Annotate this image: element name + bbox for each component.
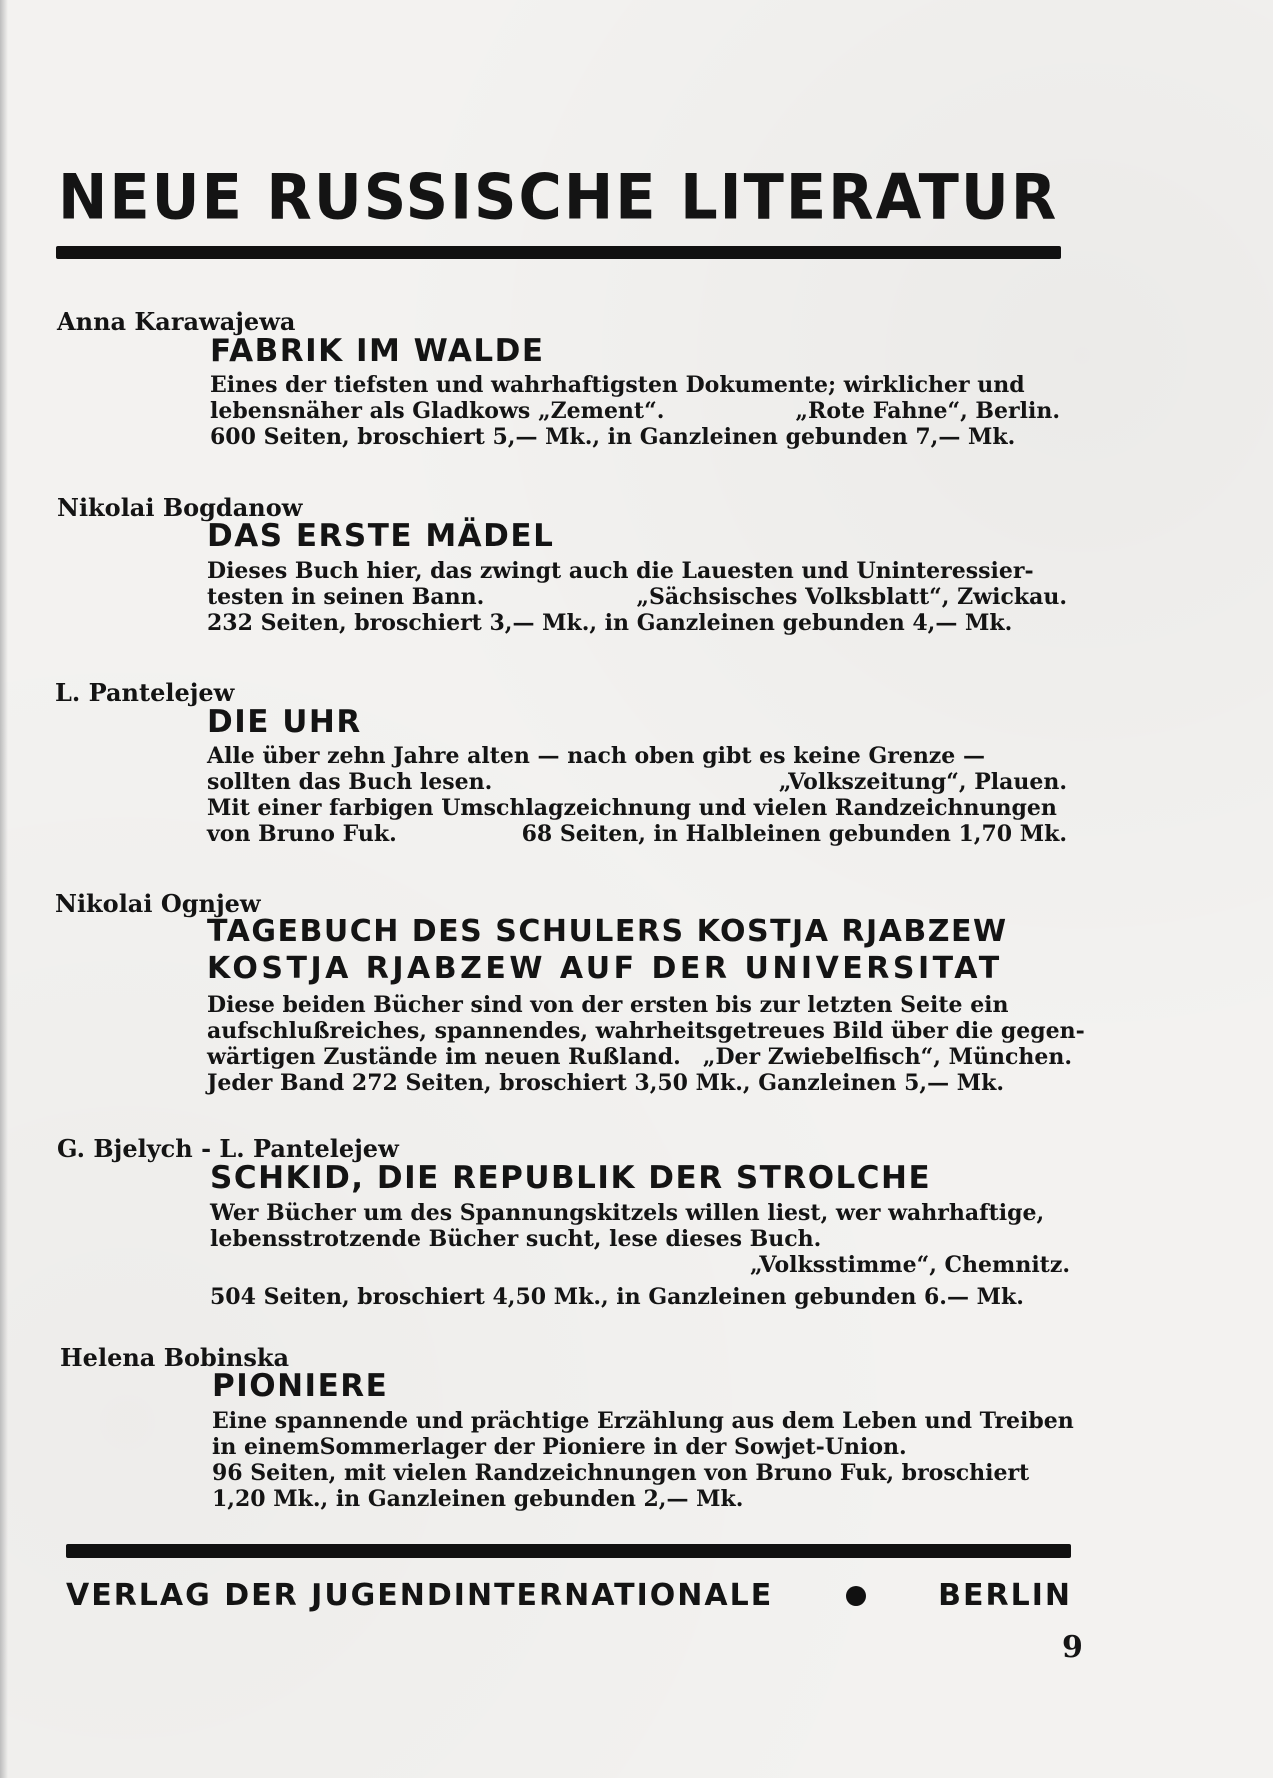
description-line: Mit einer farbigen Umschlagzeichnung und vielen Randzeichnungen [207, 795, 1057, 821]
press-quote-source: „Volksstimme“, Chemnitz. [749, 1252, 1070, 1278]
price-line [207, 821, 1067, 847]
description-text: sollten das Buch lesen. [207, 769, 493, 795]
book-title-second: KOSTJA RJABZEW AUF DER UNIVERSITAT [207, 951, 1003, 986]
illustrator-credit: von Bruno Fuk. [207, 821, 397, 847]
book-title: FABRIK IM WALDE [210, 333, 545, 369]
publisher-name: VERLAG DER JUGENDINTERNATIONALE [66, 1578, 774, 1613]
price-line: 504 Seiten, broschiert 4,50 Mk., in Ganzleinen gebunden 6.— Mk. [210, 1284, 1024, 1310]
press-quote-source: „Der Zwiebelfisch“, München. [702, 1044, 1072, 1070]
description-line: Eines der tiefsten und wahrhaftigsten Dokumente; wirklicher und [210, 372, 1025, 398]
publisher-footer [66, 1578, 1072, 1613]
description-line [210, 398, 1060, 424]
description-line: Dieses Buch hier, das zwingt auch die Lauesten und Uninteressier- [207, 558, 1034, 584]
book-description [210, 372, 1060, 450]
book-description [207, 743, 1067, 847]
top-rule [56, 246, 1061, 259]
description-line: lebensstrotzende Bücher sucht, lese dieses Buch. [210, 1226, 822, 1252]
description-line: Diese beiden Bücher sind von der ersten bis zur letzten Seite ein [207, 992, 1009, 1018]
price-line: 1,20 Mk., in Ganzleinen gebunden 2,— Mk. [212, 1486, 744, 1512]
bottom-rule [66, 1544, 1071, 1558]
press-quote-source: „Sächsisches Volksblatt“, Zwickau. [636, 584, 1067, 610]
press-quote-source: „Volkszeitung“, Plauen. [778, 769, 1067, 795]
author-name: Anna Karawajewa [57, 307, 296, 336]
description-line: Wer Bücher um des Spannungskitzels willen liest, wer wahrhaftige, [210, 1200, 1045, 1226]
book-title: SCHKID, DIE REPUBLIK DER STROLCHE [210, 1160, 932, 1196]
description-line: Eine spannende und prächtige Erzählung aus dem Leben und Treiben [212, 1408, 1074, 1434]
page-number: 9 [1062, 1630, 1083, 1665]
description-line [207, 1044, 1072, 1070]
book-title: TAGEBUCH DES SCHULERS KOSTJA RJABZEW [207, 914, 1008, 949]
description-line: Alle über zehn Jahre alten — nach oben gibt es keine Grenze — [207, 743, 985, 769]
price-line: 232 Seiten, broschiert 3,— Mk., in Ganzleinen gebunden 4,— Mk. [207, 610, 1013, 636]
author-name: L. Pantelejew [55, 678, 235, 707]
author-name: Nikolai Bogdanow [57, 493, 303, 522]
description-line [210, 1252, 1070, 1278]
page-heading: NEUE RUSSISCHE LITERATUR [58, 160, 1059, 234]
press-quote-source: „Rote Fahne“, Berlin. [795, 398, 1060, 424]
price-line: 600 Seiten, broschiert 5,— Mk., in Ganzleinen gebunden 7,— Mk. [210, 424, 1016, 450]
page-edge-shadow [0, 0, 8, 1778]
price-text: 68 Seiten, in Halbleinen gebunden 1,70 Mk. [521, 821, 1067, 847]
book-description [210, 1200, 1070, 1310]
description-text: testen in seinen Bann. [207, 584, 485, 610]
book-title: PIONIERE [212, 1368, 389, 1404]
author-name: Helena Bobinska [60, 1343, 290, 1372]
description-text: wärtigen Zustände im neuen Rußland. [207, 1044, 681, 1070]
price-line: 96 Seiten, mit vielen Randzeichnungen von Bruno Fuk, broschiert [212, 1460, 1030, 1486]
description-text: lebensnäher als Gladkows „Zement“. [210, 398, 665, 424]
author-name: G. Bjelych - L. Pantelejew [57, 1134, 399, 1163]
book-title: DAS ERSTE MÄDEL [207, 518, 555, 554]
description-line [207, 584, 1067, 610]
book-description [207, 558, 1067, 636]
price-line: Jeder Band 272 Seiten, broschiert 3,50 Mk., Ganzleinen 5,— Mk. [207, 1070, 1004, 1096]
book-title: DIE UHR [207, 704, 362, 740]
book-description [207, 992, 1085, 1096]
publisher-city: BERLIN [938, 1578, 1072, 1613]
description-line: aufschlußreiches, spannendes, wahrheitsgetreues Bild über die gegen- [207, 1018, 1085, 1044]
description-line [207, 769, 1067, 795]
description-line: in einemSommerlager der Pioniere in der Sowjet-Union. [212, 1434, 907, 1460]
book-description [212, 1408, 1072, 1512]
author-name: Nikolai Ognjew [55, 889, 261, 918]
bullet-dot-icon [846, 1586, 866, 1606]
